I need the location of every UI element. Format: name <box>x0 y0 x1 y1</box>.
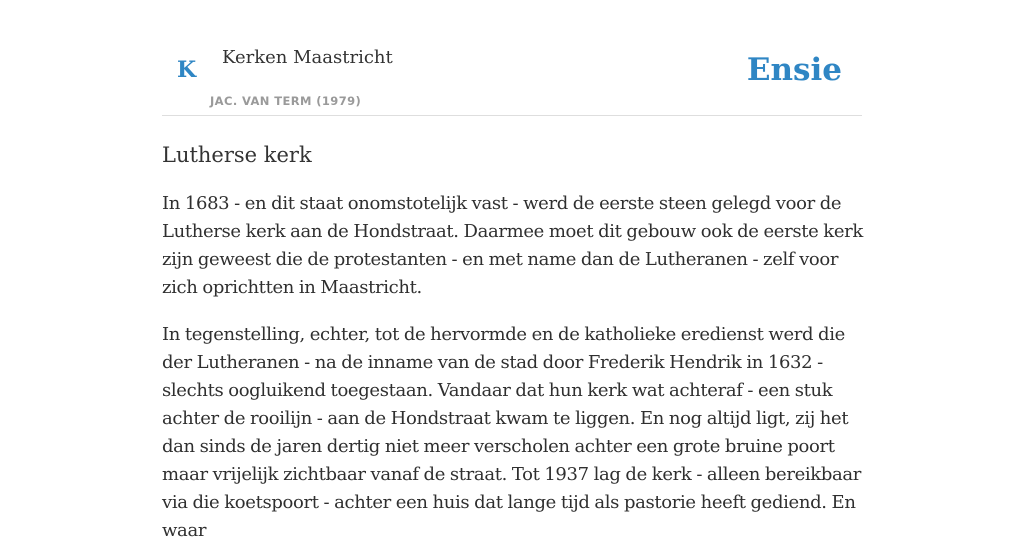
book-header <box>162 36 862 116</box>
article-title: Lutherse kerk <box>162 143 312 167</box>
article-paragraph-1: In 1683 - en dit staat onomstotelijk vast - werd de eerste steen gelegd voor de Lutherse kerk aan de Hondstraat. Daarmee moet dit gebouw ook de eerste kerk zijn geweest die de protestanten - en met name dan de Lutheranen - zelf voor zich oprichtten in Maastricht. <box>162 193 863 298</box>
book-author: JAC. VAN TERM (1979) <box>210 94 362 108</box>
article-paragraph-2: In tegenstelling, echter, tot de hervormde en de katholieke eredienst werd die der Lutheranen - na de inname van de stad door Frederik Hendrik in 1632 - slechts oogluikend toegestaan. Vandaar dat hun kerk wat achteraf - een stuk achter de rooilijn - aan de Hondstraat kwam te liggen. En nog altijd ligt, zij het dan sinds de jaren dertig niet meer verscholen achter een grote bruine poort maar vrijelijk zichtbaar vanaf de straat. Tot 1937 lag de kerk - alleen bereikbaar via die koetspoort - achter een huis dat lange tijd als pastorie heeft gediend. En waar <box>162 324 862 541</box>
ensie-logo[interactable]: Ensie <box>746 52 842 88</box>
book-title-link[interactable]: Kerken Maastricht <box>222 47 393 68</box>
book-letter-badge[interactable]: K <box>177 57 197 83</box>
article <box>162 140 872 545</box>
